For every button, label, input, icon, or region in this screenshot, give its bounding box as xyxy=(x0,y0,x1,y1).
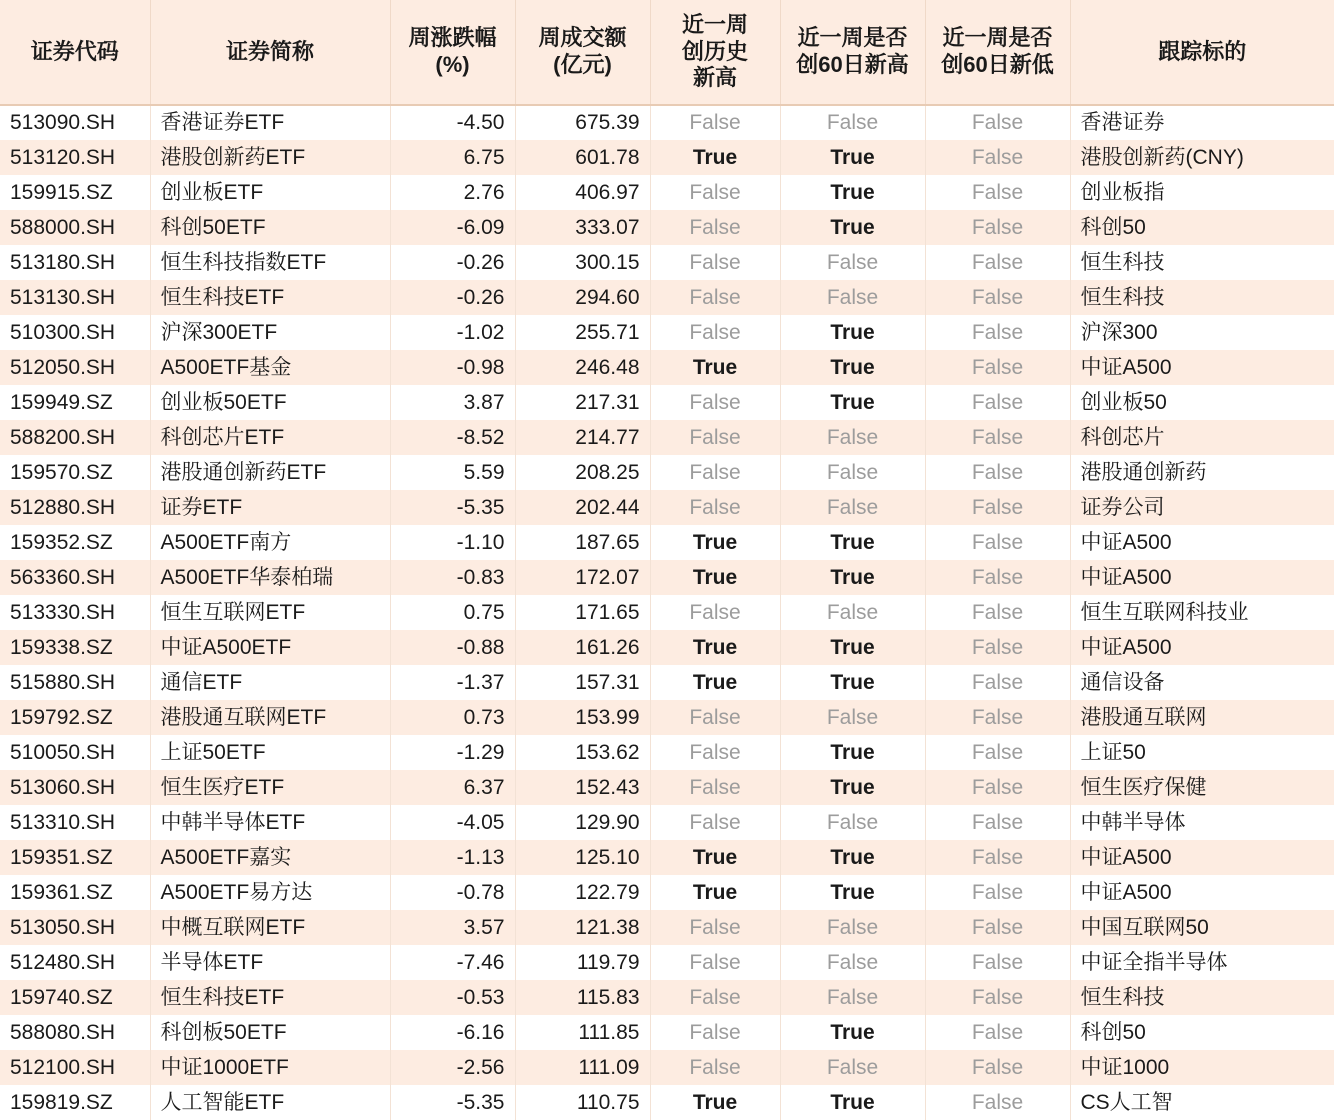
cell-new-low-60: False xyxy=(925,700,1070,735)
cell-name: 人工智能ETF xyxy=(150,1085,390,1120)
cell-name: 证券ETF xyxy=(150,490,390,525)
cell-name: 恒生科技ETF xyxy=(150,280,390,315)
cell-name: 沪深300ETF xyxy=(150,315,390,350)
cell-hist-high: False xyxy=(650,175,780,210)
cell-new-low-60: False xyxy=(925,315,1070,350)
cell-new-high-60: False xyxy=(780,945,925,980)
cell-weekly-amount: 172.07 xyxy=(515,560,650,595)
cell-weekly-amount: 601.78 xyxy=(515,140,650,175)
cell-code: 513330.SH xyxy=(0,595,150,630)
cell-new-high-60: False xyxy=(780,455,925,490)
cell-new-high-60: False xyxy=(780,280,925,315)
cell-hist-high: False xyxy=(650,490,780,525)
cell-tracking: 港股通创新药 xyxy=(1070,455,1334,490)
cell-weekly-change: -7.46 xyxy=(390,945,515,980)
header-tracking: 跟踪标的 xyxy=(1070,0,1334,105)
cell-name: 上证50ETF xyxy=(150,735,390,770)
cell-new-high-60: False xyxy=(780,245,925,280)
table-row xyxy=(0,245,1334,280)
header-weekly-change-line2: (%) xyxy=(435,52,470,77)
cell-code: 159352.SZ xyxy=(0,525,150,560)
cell-weekly-change: -1.37 xyxy=(390,665,515,700)
cell-weekly-amount: 217.31 xyxy=(515,385,650,420)
header-weekly-amount xyxy=(515,0,650,105)
cell-new-high-60: True xyxy=(780,385,925,420)
cell-hist-high: False xyxy=(650,105,780,140)
cell-new-low-60: False xyxy=(925,840,1070,875)
cell-new-low-60: False xyxy=(925,595,1070,630)
cell-name: 半导体ETF xyxy=(150,945,390,980)
cell-new-low-60: False xyxy=(925,175,1070,210)
cell-name: 港股通创新药ETF xyxy=(150,455,390,490)
cell-hist-high: False xyxy=(650,315,780,350)
cell-new-high-60: True xyxy=(780,525,925,560)
header-new-low-60-line1: 近一周是否 xyxy=(942,25,1053,51)
cell-code: 159338.SZ xyxy=(0,630,150,665)
table-row xyxy=(0,980,1334,1015)
cell-tracking: 恒生科技 xyxy=(1070,280,1334,315)
table-row xyxy=(0,840,1334,875)
cell-weekly-change: 5.59 xyxy=(390,455,515,490)
cell-weekly-change: 3.57 xyxy=(390,910,515,945)
cell-new-low-60: False xyxy=(925,770,1070,805)
cell-new-low-60: False xyxy=(925,350,1070,385)
cell-new-low-60: False xyxy=(925,630,1070,665)
cell-weekly-change: -0.78 xyxy=(390,875,515,910)
cell-hist-high: False xyxy=(650,455,780,490)
cell-new-high-60: True xyxy=(780,560,925,595)
cell-weekly-amount: 115.83 xyxy=(515,980,650,1015)
cell-tracking: 中国互联网50 xyxy=(1070,910,1334,945)
cell-weekly-change: -1.10 xyxy=(390,525,515,560)
cell-new-low-60: False xyxy=(925,945,1070,980)
cell-new-high-60: True xyxy=(780,875,925,910)
cell-weekly-amount: 202.44 xyxy=(515,490,650,525)
cell-tracking: 中证A500 xyxy=(1070,560,1334,595)
cell-new-high-60: True xyxy=(780,315,925,350)
cell-hist-high: False xyxy=(650,280,780,315)
cell-new-high-60: True xyxy=(780,665,925,700)
cell-code: 510050.SH xyxy=(0,735,150,770)
header-hist-high-line1: 近一周 xyxy=(681,11,748,37)
header-new-low-60 xyxy=(925,0,1070,105)
cell-weekly-change: -2.56 xyxy=(390,1050,515,1085)
cell-tracking: 港股通互联网 xyxy=(1070,700,1334,735)
cell-new-high-60: True xyxy=(780,175,925,210)
cell-weekly-change: 6.37 xyxy=(390,770,515,805)
cell-name: 港股通互联网ETF xyxy=(150,700,390,735)
cell-weekly-amount: 255.71 xyxy=(515,315,650,350)
cell-tracking: CS人工智 xyxy=(1070,1085,1334,1120)
cell-hist-high: False xyxy=(650,1050,780,1085)
header-new-high-60-line2: 创60日新高 xyxy=(796,52,909,77)
cell-weekly-amount: 294.60 xyxy=(515,280,650,315)
cell-new-high-60: False xyxy=(780,490,925,525)
cell-weekly-change: -5.35 xyxy=(390,490,515,525)
cell-hist-high: False xyxy=(650,1015,780,1050)
cell-new-high-60: True xyxy=(780,1015,925,1050)
cell-tracking: 中证A500 xyxy=(1070,875,1334,910)
cell-tracking: 中证A500 xyxy=(1070,840,1334,875)
cell-code: 513090.SH xyxy=(0,105,150,140)
cell-tracking: 中证A500 xyxy=(1070,350,1334,385)
cell-tracking: 中证A500 xyxy=(1070,630,1334,665)
cell-hist-high: True xyxy=(650,630,780,665)
cell-code: 159819.SZ xyxy=(0,1085,150,1120)
cell-new-low-60: False xyxy=(925,280,1070,315)
cell-hist-high: True xyxy=(650,140,780,175)
cell-weekly-change: 0.73 xyxy=(390,700,515,735)
cell-name: 通信ETF xyxy=(150,665,390,700)
cell-name: 创业板50ETF xyxy=(150,385,390,420)
header-row xyxy=(0,0,1334,105)
cell-new-low-60: False xyxy=(925,1015,1070,1050)
cell-new-high-60: True xyxy=(780,630,925,665)
cell-new-low-60: False xyxy=(925,420,1070,455)
cell-tracking: 证券公司 xyxy=(1070,490,1334,525)
cell-code: 563360.SH xyxy=(0,560,150,595)
cell-name: A500ETF南方 xyxy=(150,525,390,560)
table-row xyxy=(0,805,1334,840)
table-row xyxy=(0,875,1334,910)
table-row xyxy=(0,630,1334,665)
cell-name: 中证A500ETF xyxy=(150,630,390,665)
cell-code: 513130.SH xyxy=(0,280,150,315)
header-hist-high xyxy=(650,0,780,105)
cell-weekly-amount: 300.15 xyxy=(515,245,650,280)
header-new-high-60-line1: 近一周是否 xyxy=(797,25,908,51)
cell-name: A500ETF易方达 xyxy=(150,875,390,910)
header-hist-high-line2: 创历史 xyxy=(681,38,748,64)
cell-tracking: 创业板50 xyxy=(1070,385,1334,420)
cell-name: 中概互联网ETF xyxy=(150,910,390,945)
cell-code: 159570.SZ xyxy=(0,455,150,490)
cell-new-low-60: False xyxy=(925,385,1070,420)
cell-name: 香港证券ETF xyxy=(150,105,390,140)
cell-weekly-amount: 153.62 xyxy=(515,735,650,770)
cell-new-high-60: True xyxy=(780,1085,925,1120)
cell-weekly-amount: 161.26 xyxy=(515,630,650,665)
cell-tracking: 恒生科技 xyxy=(1070,980,1334,1015)
cell-code: 159361.SZ xyxy=(0,875,150,910)
cell-new-high-60: True xyxy=(780,735,925,770)
cell-name: A500ETF华泰柏瑞 xyxy=(150,560,390,595)
cell-name: 港股创新药ETF xyxy=(150,140,390,175)
cell-code: 513120.SH xyxy=(0,140,150,175)
header-new-low-60-line2: 创60日新低 xyxy=(941,52,1054,77)
cell-weekly-change: -0.26 xyxy=(390,245,515,280)
cell-new-low-60: False xyxy=(925,980,1070,1015)
cell-name: 中证1000ETF xyxy=(150,1050,390,1085)
cell-weekly-amount: 208.25 xyxy=(515,455,650,490)
cell-hist-high: False xyxy=(650,385,780,420)
cell-code: 513180.SH xyxy=(0,245,150,280)
table-row xyxy=(0,1050,1334,1085)
cell-code: 159792.SZ xyxy=(0,700,150,735)
cell-weekly-change: 2.76 xyxy=(390,175,515,210)
cell-name: 科创板50ETF xyxy=(150,1015,390,1050)
cell-weekly-amount: 187.65 xyxy=(515,525,650,560)
cell-tracking: 创业板指 xyxy=(1070,175,1334,210)
cell-hist-high: True xyxy=(650,525,780,560)
cell-new-high-60: False xyxy=(780,980,925,1015)
cell-weekly-change: -0.98 xyxy=(390,350,515,385)
cell-hist-high: False xyxy=(650,945,780,980)
cell-weekly-amount: 122.79 xyxy=(515,875,650,910)
cell-hist-high: False xyxy=(650,420,780,455)
table-row xyxy=(0,945,1334,980)
cell-weekly-amount: 111.85 xyxy=(515,1015,650,1050)
header-hist-high-line3: 新高 xyxy=(692,65,737,91)
header-name: 证券简称 xyxy=(150,0,390,105)
cell-weekly-change: -1.02 xyxy=(390,315,515,350)
table-row xyxy=(0,140,1334,175)
cell-name: 恒生互联网ETF xyxy=(150,595,390,630)
cell-new-high-60: False xyxy=(780,105,925,140)
table-row xyxy=(0,385,1334,420)
cell-code: 510300.SH xyxy=(0,315,150,350)
cell-weekly-change: -4.50 xyxy=(390,105,515,140)
cell-tracking: 中证A500 xyxy=(1070,525,1334,560)
cell-weekly-change: -1.13 xyxy=(390,840,515,875)
cell-code: 512480.SH xyxy=(0,945,150,980)
cell-code: 588200.SH xyxy=(0,420,150,455)
table-row xyxy=(0,420,1334,455)
header-weekly-change-line1: 周涨跌幅 xyxy=(408,25,497,51)
cell-hist-high: False xyxy=(650,980,780,1015)
cell-hist-high: True xyxy=(650,875,780,910)
cell-tracking: 港股创新药(CNY) xyxy=(1070,140,1334,175)
cell-name: 科创芯片ETF xyxy=(150,420,390,455)
cell-hist-high: True xyxy=(650,840,780,875)
cell-weekly-change: -1.29 xyxy=(390,735,515,770)
cell-hist-high: False xyxy=(650,595,780,630)
cell-weekly-amount: 121.38 xyxy=(515,910,650,945)
cell-hist-high: False xyxy=(650,700,780,735)
cell-hist-high: False xyxy=(650,770,780,805)
cell-new-high-60: False xyxy=(780,700,925,735)
cell-new-high-60: True xyxy=(780,350,925,385)
cell-new-low-60: False xyxy=(925,875,1070,910)
cell-weekly-amount: 110.75 xyxy=(515,1085,650,1120)
table-row xyxy=(0,350,1334,385)
cell-tracking: 中证1000 xyxy=(1070,1050,1334,1085)
cell-weekly-change: -0.26 xyxy=(390,280,515,315)
cell-tracking: 科创50 xyxy=(1070,1015,1334,1050)
cell-weekly-amount: 111.09 xyxy=(515,1050,650,1085)
cell-new-high-60: False xyxy=(780,595,925,630)
table-header xyxy=(0,0,1334,105)
cell-weekly-change: -0.88 xyxy=(390,630,515,665)
cell-weekly-amount: 157.31 xyxy=(515,665,650,700)
header-new-high-60 xyxy=(780,0,925,105)
cell-weekly-amount: 333.07 xyxy=(515,210,650,245)
cell-hist-high: True xyxy=(650,665,780,700)
cell-code: 159351.SZ xyxy=(0,840,150,875)
cell-name: 中韩半导体ETF xyxy=(150,805,390,840)
table-row xyxy=(0,1015,1334,1050)
cell-new-low-60: False xyxy=(925,490,1070,525)
cell-code: 588000.SH xyxy=(0,210,150,245)
cell-new-low-60: False xyxy=(925,560,1070,595)
header-weekly-amount-line1: 周成交额 xyxy=(538,25,627,51)
cell-name: 创业板ETF xyxy=(150,175,390,210)
table-row xyxy=(0,1085,1334,1120)
cell-code: 512100.SH xyxy=(0,1050,150,1085)
table-row xyxy=(0,560,1334,595)
cell-code: 513050.SH xyxy=(0,910,150,945)
cell-new-low-60: False xyxy=(925,140,1070,175)
cell-name: 恒生科技ETF xyxy=(150,980,390,1015)
cell-code: 159915.SZ xyxy=(0,175,150,210)
cell-weekly-amount: 406.97 xyxy=(515,175,650,210)
table-row xyxy=(0,910,1334,945)
cell-hist-high: False xyxy=(650,805,780,840)
cell-code: 588080.SH xyxy=(0,1015,150,1050)
cell-weekly-change: -4.05 xyxy=(390,805,515,840)
cell-new-high-60: False xyxy=(780,420,925,455)
cell-new-low-60: False xyxy=(925,910,1070,945)
cell-new-low-60: False xyxy=(925,210,1070,245)
cell-new-high-60: True xyxy=(780,210,925,245)
cell-hist-high: True xyxy=(650,1085,780,1120)
cell-new-high-60: False xyxy=(780,805,925,840)
cell-tracking: 科创芯片 xyxy=(1070,420,1334,455)
cell-weekly-amount: 153.99 xyxy=(515,700,650,735)
cell-code: 512050.SH xyxy=(0,350,150,385)
cell-tracking: 恒生科技 xyxy=(1070,245,1334,280)
cell-new-low-60: False xyxy=(925,105,1070,140)
cell-new-low-60: False xyxy=(925,805,1070,840)
table-row xyxy=(0,665,1334,700)
cell-weekly-change: -0.83 xyxy=(390,560,515,595)
cell-name: A500ETF嘉实 xyxy=(150,840,390,875)
table-row xyxy=(0,210,1334,245)
table-row xyxy=(0,490,1334,525)
table-row xyxy=(0,455,1334,490)
header-weekly-amount-line2: (亿元) xyxy=(553,52,612,77)
cell-name: A500ETF基金 xyxy=(150,350,390,385)
cell-weekly-change: 3.87 xyxy=(390,385,515,420)
cell-weekly-amount: 675.39 xyxy=(515,105,650,140)
header-weekly-change xyxy=(390,0,515,105)
cell-new-low-60: False xyxy=(925,455,1070,490)
cell-name: 恒生科技指数ETF xyxy=(150,245,390,280)
cell-name: 恒生医疗ETF xyxy=(150,770,390,805)
cell-new-high-60: True xyxy=(780,140,925,175)
cell-weekly-amount: 129.90 xyxy=(515,805,650,840)
cell-tracking: 通信设备 xyxy=(1070,665,1334,700)
cell-new-low-60: False xyxy=(925,525,1070,560)
cell-code: 513310.SH xyxy=(0,805,150,840)
cell-weekly-change: -8.52 xyxy=(390,420,515,455)
cell-weekly-amount: 125.10 xyxy=(515,840,650,875)
cell-weekly-amount: 246.48 xyxy=(515,350,650,385)
table-row xyxy=(0,315,1334,350)
cell-tracking: 恒生医疗保健 xyxy=(1070,770,1334,805)
cell-weekly-change: -5.35 xyxy=(390,1085,515,1120)
cell-tracking: 沪深300 xyxy=(1070,315,1334,350)
cell-new-high-60: False xyxy=(780,910,925,945)
cell-weekly-change: -6.09 xyxy=(390,210,515,245)
cell-code: 159740.SZ xyxy=(0,980,150,1015)
cell-hist-high: False xyxy=(650,910,780,945)
cell-new-low-60: False xyxy=(925,1085,1070,1120)
cell-weekly-change: 6.75 xyxy=(390,140,515,175)
cell-hist-high: False xyxy=(650,210,780,245)
table-row xyxy=(0,280,1334,315)
table-row xyxy=(0,105,1334,140)
table-row xyxy=(0,175,1334,210)
cell-tracking: 中韩半导体 xyxy=(1070,805,1334,840)
cell-weekly-amount: 171.65 xyxy=(515,595,650,630)
cell-tracking: 上证50 xyxy=(1070,735,1334,770)
cell-code: 515880.SH xyxy=(0,665,150,700)
cell-new-low-60: False xyxy=(925,245,1070,280)
cell-weekly-amount: 119.79 xyxy=(515,945,650,980)
cell-tracking: 香港证券 xyxy=(1070,105,1334,140)
cell-weekly-change: -0.53 xyxy=(390,980,515,1015)
cell-hist-high: True xyxy=(650,350,780,385)
cell-weekly-amount: 214.77 xyxy=(515,420,650,455)
cell-weekly-change: 0.75 xyxy=(390,595,515,630)
cell-code: 159949.SZ xyxy=(0,385,150,420)
cell-new-low-60: False xyxy=(925,735,1070,770)
cell-hist-high: False xyxy=(650,245,780,280)
table-body xyxy=(0,105,1334,1120)
cell-tracking: 中证全指半导体 xyxy=(1070,945,1334,980)
cell-new-low-60: False xyxy=(925,1050,1070,1085)
cell-new-high-60: False xyxy=(780,1050,925,1085)
table-row xyxy=(0,770,1334,805)
cell-new-high-60: True xyxy=(780,840,925,875)
cell-weekly-change: -6.16 xyxy=(390,1015,515,1050)
cell-new-low-60: False xyxy=(925,665,1070,700)
cell-new-high-60: True xyxy=(780,770,925,805)
cell-hist-high: True xyxy=(650,560,780,595)
cell-weekly-amount: 152.43 xyxy=(515,770,650,805)
cell-hist-high: False xyxy=(650,735,780,770)
table-row xyxy=(0,595,1334,630)
cell-code: 513060.SH xyxy=(0,770,150,805)
cell-tracking: 恒生互联网科技业 xyxy=(1070,595,1334,630)
table-row xyxy=(0,525,1334,560)
header-code: 证券代码 xyxy=(0,0,150,105)
cell-name: 科创50ETF xyxy=(150,210,390,245)
cell-code: 512880.SH xyxy=(0,490,150,525)
cell-tracking: 科创50 xyxy=(1070,210,1334,245)
table-row xyxy=(0,735,1334,770)
table-row xyxy=(0,700,1334,735)
